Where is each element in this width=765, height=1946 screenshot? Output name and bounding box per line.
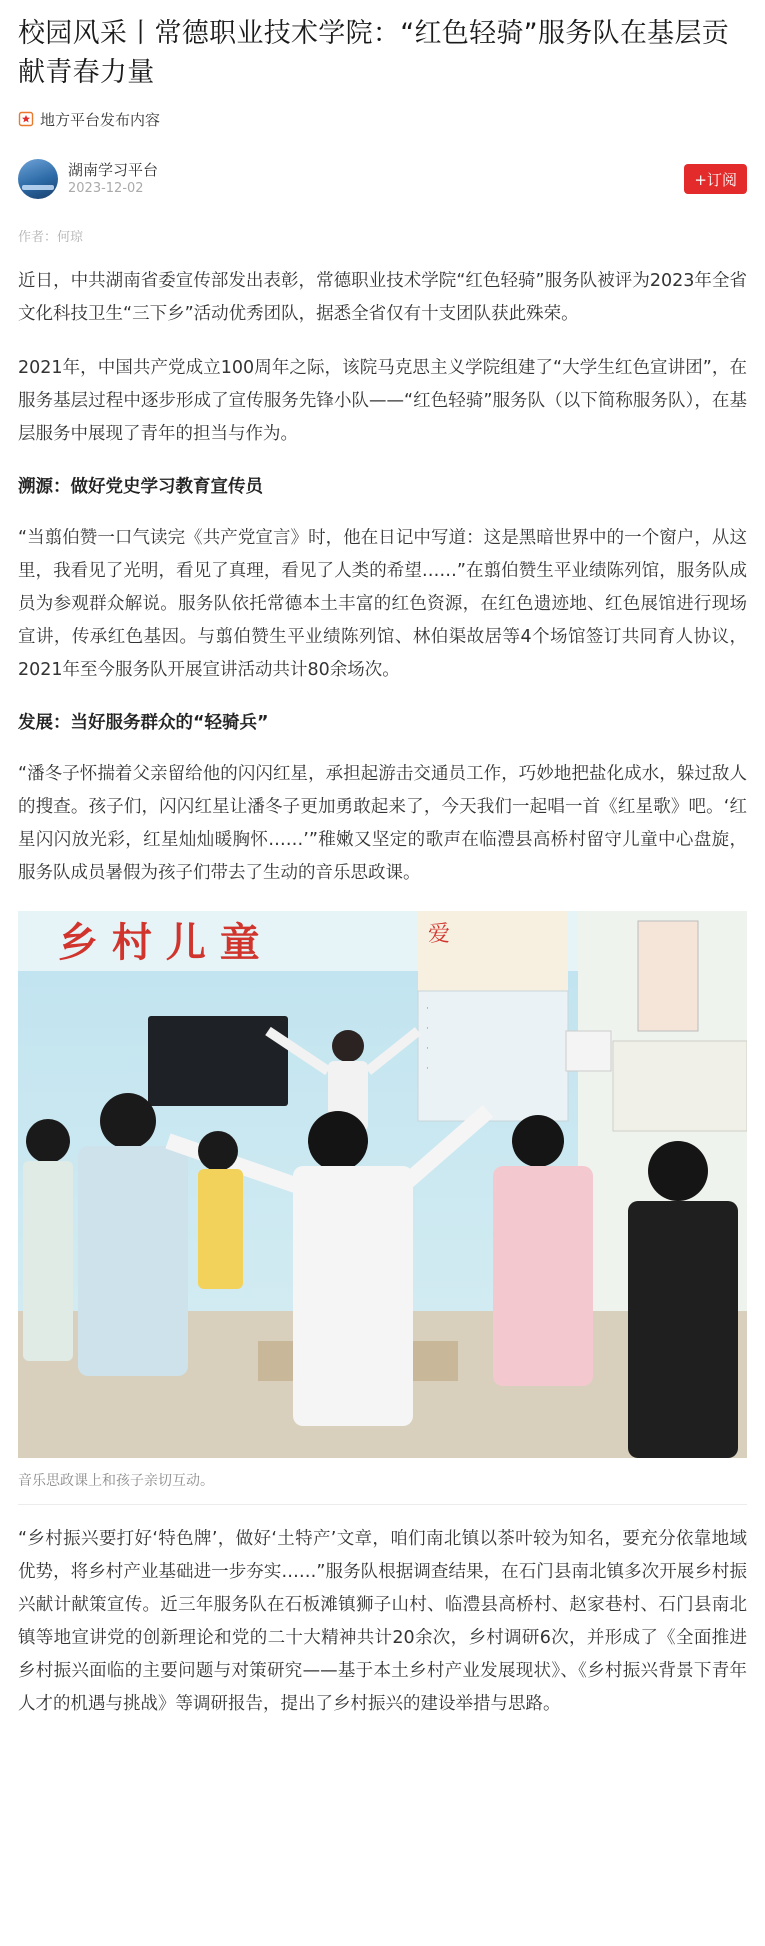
paragraph-origin: “当翦伯赞一口气读完《共产党宣言》时，他在日记中写道：这是黑暗世界中的一个窗户，从这里，我看见了光明，看见了真理，看见了人类的希望……”在翦伯赞生平业绩陈列馆，服务队成员为参观群众解说。服务队依托常德本土丰富的红色资源，在红色遗迹地、红色展馆进行现场宣讲，传承红色基因。与翦伯赞生平业绩陈列馆、林伯渠故居等4个场馆签订共同育人协议，2021年至今服务队开展宣讲活动共计80余场次。 (18, 528, 747, 680)
svg-text:·: · (426, 1024, 429, 1034)
paragraph-development: “潘冬子怀揣着父亲留给他的闪闪红星，承担起游击交通员工作，巧妙地把盐化成水，躲过敌人的搜查。孩子们，闪闪红星让潘冬子更加勇敢起来了，今天我们一起唱一首《红星歌》吧。‘红星闪闪放光彩，红星灿灿暖胸怀……’”稚嫩又坚定的歌声在临澧县高桥村留守儿童中心盘旋，服务队成员暑假为孩子们带去了生动的音乐思政课。 (18, 764, 747, 883)
paragraph-intro: 近日，中共湖南省委宣传部发出表彰，常德职业技术学院“红色轻骑”服务队被评为2023年全省文化科技卫生“三下乡”活动优秀团队，据悉全省仅有十支团队获此殊荣。 (18, 271, 747, 324)
author-name[interactable]: 湖南学习平台 (68, 161, 159, 179)
photo-caption: 音乐思政课上和孩子亲切互动。 (18, 1473, 214, 1489)
svg-text:乡 村 儿 童: 乡 村 儿 童 (58, 920, 260, 966)
publish-date: 2023-12-02 (68, 181, 144, 196)
svg-text:·: · (426, 1004, 429, 1014)
classroom-photo-illustration (18, 911, 747, 1458)
byline: 作者：何琼 (18, 230, 84, 245)
section-heading-origin: 溯源：做好党史学习教育宣传员 (18, 477, 263, 497)
source-label: 地方平台发布内容 (40, 110, 161, 129)
subscribe-button[interactable]: +订阅 (684, 164, 747, 194)
avatar[interactable] (18, 159, 58, 199)
paragraph-background: 2021年，中国共产党成立100周年之际，该院马克思主义学院组建了“大学生红色宣讲团”，在服务基层过程中逐步形成了宣传服务先锋小队——“红色轻骑”服务队（以下简称服务队），在基层服务中展现了青年的担当与作为。 (18, 358, 747, 444)
section-heading-development: 发展：当好服务群众的“轻骑兵” (18, 713, 269, 733)
author-row (18, 156, 747, 202)
svg-text:爱: 爱 (428, 922, 451, 947)
article-photo (18, 911, 747, 1458)
article-title: 校园风采丨常德职业技术学院：“红色轻骑”服务队在基层贡献青春力量 (18, 18, 730, 88)
source-row (18, 106, 747, 132)
divider (18, 1504, 747, 1505)
news-badge-icon (18, 111, 34, 127)
author-meta (68, 160, 158, 198)
svg-text:·: · (426, 1064, 429, 1074)
svg-text:·: · (426, 1044, 429, 1054)
paragraph-rural: “乡村振兴要打好‘特色牌’，做好‘土特产’文章，咱们南北镇以茶叶较为知名，要充分依靠地域优势，将乡村产业基础进一步夯实……”服务队根据调查结果，在石门县南北镇多次开展乡村振兴献计献策宣传。近三年服务队在石板滩镇狮子山村、临澧县高桥村、赵家巷村、石门县南北镇等地宣讲党的创新理论和党的二十大精神共计20余次，乡村调研6次，并形成了《全面推进乡村振兴面临的主要问题与对策研究——基于本土乡村产业发展现状》、《乡村振兴背景下青年人才的机遇与挑战》等调研报告，提出了乡村振兴的建设举措与思路。 (18, 1529, 747, 1714)
